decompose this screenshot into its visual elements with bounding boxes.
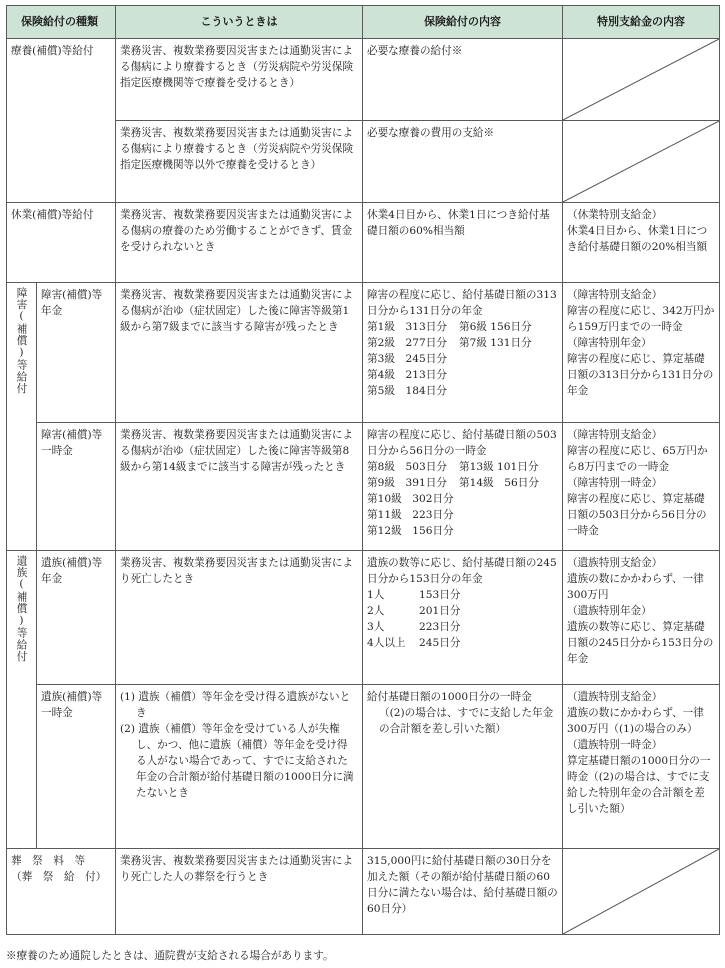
survivor-list <box>367 587 558 651</box>
special-heading: （障害特別年金） <box>567 337 652 349</box>
when-cell: 業務災害、複数業務要因災害または通勤災害による傷病が治ゆ（症状固定）した後に障害等級第1級から第7級までに該当する障害が残ったとき <box>116 283 363 423</box>
grade-item: 第2級 277日分 <box>367 337 447 349</box>
diagonal-line <box>563 39 719 120</box>
content-note: （(2)の場合は、すでに支給した年金の合計額を差し引いた額） <box>379 707 554 735</box>
content-text: 障害の程度に応じ、給付基礎日額の313日分から131日分の年金 <box>367 289 557 317</box>
special-heading: （遺族特別一時金） <box>567 739 663 751</box>
condition-item: (2) 遺族（補償）等年金を受けている人が失権し、かつ、他に遺族（補償）等年金を受け得る人がない場合であって、すでに支給された年金の合計額が給付基礎日額の1000日分に満たないとき <box>120 723 354 799</box>
grade-item: 第10級 302日分 <box>367 493 454 505</box>
special-heading: （障害特別一時金） <box>567 477 663 489</box>
special-cell <box>563 203 720 283</box>
content-text: 遺族の数等に応じ、給付基礎日額の245日分から153日分の年金 <box>367 557 557 585</box>
special-cell <box>563 283 720 423</box>
content-cell: 休業4日目から、休業1日につき給付基礎日額の60%相当額 <box>363 203 563 283</box>
grade-item: 第14級 56日分 <box>459 477 539 489</box>
group-label-shogai: 障害(補償)等給付 <box>7 283 37 551</box>
content-cell: 必要な療養の費用の支給※ <box>363 121 563 203</box>
when-cell: 業務災害、複数業務要因災害または通勤災害による傷病により療養するとき（労災病院や労災保険指定医療機関等で療養を受けるとき） <box>116 39 363 121</box>
diagonal-line <box>563 849 719 934</box>
content-cell <box>363 551 563 685</box>
benefit-type-izoku-ichiji: 遺族(補償)等一時金 <box>37 685 116 849</box>
survivor-count: 1人 <box>367 589 385 601</box>
benefit-type-kyugyo: 休業(補償)等給付 <box>7 203 116 283</box>
special-text: 算定基礎日額の1000日分の一時金（(2)の場合は、すでに支給した特別年金の合計額を差し引いた額） <box>567 755 711 815</box>
content-text: 給付基礎日額の1000日分の一時金 <box>367 691 532 703</box>
benefits-table <box>6 5 720 935</box>
survivor-count: 3人 <box>367 621 385 633</box>
sosai-sublabel: （葬 祭 給 付） <box>11 871 107 883</box>
header-benefit-content: 保険給付の内容 <box>363 6 563 39</box>
grade-list <box>367 319 558 399</box>
grade-item: 第13級 101日分 <box>459 461 539 473</box>
survivor-amount: 153日分 <box>419 589 461 601</box>
grade-list <box>367 459 558 539</box>
special-text: 障害の程度に応じ、算定基礎日額の503日分から56日分の一時金 <box>567 493 707 537</box>
special-text: 遺族の数にかかわらず、一律300万円（(1)の場合のみ） <box>567 707 704 735</box>
header-benefit-type: 保険給付の種類 <box>7 6 116 39</box>
table-row <box>7 283 720 423</box>
table-row <box>7 685 720 849</box>
content-text: 障害の程度に応じ、給付基礎日額の503日分から56日分の一時金 <box>367 429 557 457</box>
survivor-count: 4人以上 <box>367 637 406 649</box>
footnote: ※療養のため通院したときは、通院費が支給される場合があります。 <box>6 950 334 962</box>
benefit-type-shogai-nenkin: 障害(補償)等年金 <box>37 283 116 423</box>
survivor-count: 2人 <box>367 605 385 617</box>
when-cell: 業務災害、複数業務要因災害または通勤災害による傷病により療養するとき（労災病院や労災保険指定医療機関等以外で療養を受けるとき） <box>116 121 363 203</box>
special-text: 障害の程度に応じ、算定基礎日額の313日分から131日分の年金 <box>567 353 714 397</box>
header-row <box>7 6 720 39</box>
table-row <box>7 39 720 121</box>
special-heading: （遺族特別支給金） <box>567 691 663 703</box>
content-cell <box>363 283 563 423</box>
content-cell: 必要な療養の給付※ <box>363 39 563 121</box>
when-cell: 業務災害、複数業務要因災害または通勤災害により死亡した人の葬祭を行うとき <box>116 849 363 935</box>
survivor-amount: 223日分 <box>419 621 461 633</box>
special-heading: （障害特別支給金） <box>567 429 663 441</box>
benefit-type-ryoyo: 療養(補償)等給付 <box>7 39 116 203</box>
content-cell <box>363 423 563 551</box>
grade-item: 第11級 223日分 <box>367 509 454 521</box>
grade-item: 第6級 156日分 <box>459 321 532 333</box>
empty-diagonal-cell <box>563 39 720 121</box>
condition-item: (1) 遺族（補償）等年金を受け得る遺族がないとき <box>120 691 351 719</box>
benefit-type-shogai-ichiji: 障害(補償)等一時金 <box>37 423 116 551</box>
special-cell <box>563 423 720 551</box>
table-row <box>7 551 720 685</box>
grade-item: 第12級 156日分 <box>367 525 454 537</box>
special-text: 障害の程度に応じ、65万円から8万円までの一時金 <box>567 445 708 473</box>
group-label-izoku: 遺族(補償)等給付 <box>7 551 37 849</box>
special-text: 休業4日目から、休業1日につき給付基礎日額の20%相当額 <box>567 225 708 253</box>
empty-diagonal-cell <box>563 849 720 935</box>
grade-item: 第1級 313日分 <box>367 321 447 333</box>
when-cell <box>116 685 363 849</box>
grade-item: 第7級 131日分 <box>459 337 532 349</box>
when-cell: 業務災害、複数業務要因災害または通勤災害により死亡したとき <box>116 551 363 685</box>
special-heading: （休業特別支給金） <box>567 209 663 221</box>
when-cell: 業務災害、複数業務要因災害または通勤災害による傷病の療養のため労働することができず、賃金を受けられないとき <box>116 203 363 283</box>
benefit-type-sosai <box>7 849 116 935</box>
benefit-type-izoku-nenkin: 遺族(補償)等年金 <box>37 551 116 685</box>
table-row <box>7 423 720 551</box>
special-text: 障害の程度に応じ、342万円から159万円までの一時金 <box>567 305 715 333</box>
grade-item: 第9級 391日分 <box>367 477 447 489</box>
table-row <box>7 203 720 283</box>
sosai-label: 葬 祭 料 等 <box>11 855 86 867</box>
survivor-amount: 201日分 <box>419 605 461 617</box>
content-cell <box>363 685 563 849</box>
empty-diagonal-cell <box>563 121 720 203</box>
header-special-content: 特別支給金の内容 <box>563 6 720 39</box>
grade-item: 第8級 503日分 <box>367 461 447 473</box>
special-cell <box>563 685 720 849</box>
special-text: 遺族の数等に応じ、算定基礎日額の245日分から153日分の年金 <box>567 621 714 665</box>
special-heading: （障害特別支給金） <box>567 289 663 301</box>
survivor-amount: 245日分 <box>419 637 461 649</box>
special-text: 遺族の数にかかわらず、一律300万円 <box>567 573 704 601</box>
grade-item: 第5級 184日分 <box>367 385 447 397</box>
table-row <box>7 849 720 935</box>
when-cell: 業務災害、複数業務要因災害または通勤災害による傷病が治ゆ（症状固定）した後に障害等級第8級から第14級までに該当する障害が残ったとき <box>116 423 363 551</box>
grade-item: 第4級 213日分 <box>367 369 447 381</box>
header-when: こういうときは <box>116 6 363 39</box>
special-heading: （遺族特別年金） <box>567 605 652 617</box>
content-cell: 315,000円に給付基礎日額の30日分を加えた額（その額が給付基礎日額の60日分に満たない場合は、給付基礎日額の60日分） <box>363 849 563 935</box>
special-heading: （遺族特別支給金） <box>567 557 663 569</box>
diagonal-line <box>563 121 719 202</box>
grade-item: 第3級 245日分 <box>367 353 447 365</box>
special-cell <box>563 551 720 685</box>
